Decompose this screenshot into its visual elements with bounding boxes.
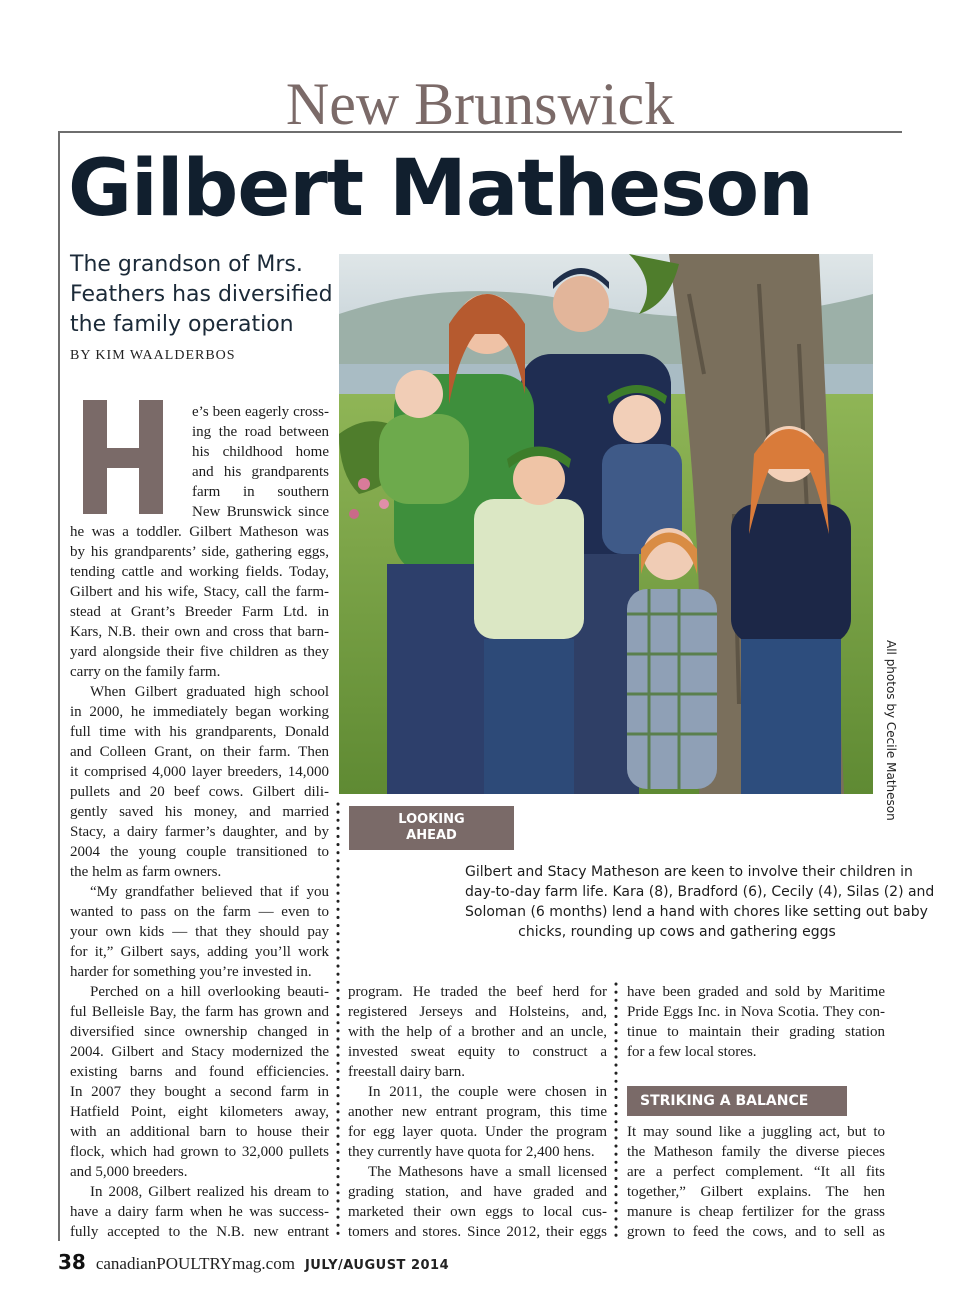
paragraph (70, 1182, 329, 1242)
text-line: and his grandparents (192, 464, 329, 480)
text-line: with the help of a brother and an uncle, (348, 1024, 607, 1040)
text-line: program. He traded the beef herd for (348, 984, 607, 1000)
deck-line: The grandson of Mrs. (70, 252, 303, 277)
photo-credit: All photos by Cecile Matheson (884, 640, 898, 821)
column-3 (627, 982, 885, 1062)
text-line: e’s been eagerly cross- (192, 404, 329, 420)
text-line: manure is cheap fertilizer for the grass (627, 1204, 885, 1220)
text-line: it comprised 4,000 layer breeders, 14,000 (70, 764, 329, 780)
issue-date: JULY/AUGUST 2014 (304, 1258, 450, 1273)
text-line: fully accepted to the N.B. new entrant (70, 1224, 329, 1240)
deck-line: the family operation (70, 312, 294, 337)
looking-ahead-label (349, 806, 514, 850)
text-line: “My grandfather believed that if you (90, 884, 329, 900)
text-line: the Matheson family the diverse pieces (627, 1144, 885, 1160)
page-number: 38 (58, 1250, 86, 1274)
text-line: It may sound like a juggling act, but to (627, 1124, 885, 1140)
text-line: gently saved his money, and married (70, 804, 329, 820)
text-line: diversified since ownership changed in (70, 1024, 329, 1040)
text-line: tending cattle and working fields. Today, (70, 564, 329, 580)
text-line: yard alongside their five children as they (70, 644, 329, 660)
text-line: have been graded and sold by Maritime (627, 984, 885, 1000)
text-line: by his grandparents’ side, gathering eggs, (70, 544, 329, 560)
column-divider (336, 802, 340, 1240)
text-line: farm in southern (192, 484, 329, 500)
text-line: stead at Grant’s Breeder Farm Ltd. in (70, 604, 329, 620)
text-line: Hatfield Point, eight kilometers away, (70, 1104, 329, 1120)
text-line: with an additional barn to house their (70, 1124, 329, 1140)
family-photo (339, 254, 873, 794)
text-line: grown to feed the cows, and to sell as (627, 1224, 885, 1240)
photo-caption (465, 862, 935, 942)
page-footer (58, 1250, 449, 1274)
article-deck (70, 250, 335, 340)
text-line: grading station, and have graded and (348, 1184, 607, 1200)
text-line: and 5,000 breeders. (70, 1164, 188, 1180)
header-rule (58, 131, 902, 133)
caption-line: chicks, rounding up cows and gathering eggs (518, 924, 836, 940)
text-line: for it,” Gilbert says, adding you’ll work (70, 944, 329, 960)
text-line: Perched on a hill overlooking beauti- (90, 984, 329, 1000)
text-line: they currently have quota for 2,400 hens. (348, 1144, 595, 1160)
text-line: ing the road between (192, 424, 329, 440)
column-3-continued (627, 1122, 885, 1242)
caption-line: Soloman (6 months) lend a hand with chores like setting out baby (465, 904, 928, 920)
paragraph (70, 882, 329, 982)
column-1-intro (192, 402, 329, 522)
text-line: full time with his grandparents, Donald (70, 724, 329, 740)
text-line: New Brunswick since (192, 504, 329, 520)
text-line: Gilbert and his wife, Stacy, call the farm- (70, 584, 329, 600)
text-line: the helm as farm owners. (70, 864, 222, 880)
text-line: for a few local stores. (627, 1044, 757, 1060)
label-line: LOOKING (398, 812, 465, 827)
text-line: marketed their own eggs to local cus- (348, 1204, 607, 1220)
text-line: your own kids — that they should pay (70, 924, 329, 940)
paragraph (70, 682, 329, 882)
text-line: wanted to pass on the farm — even to (70, 904, 329, 920)
text-line: Kars, N.B. their own and cross that barn- (70, 624, 329, 640)
caption-line: Gilbert and Stacy Matheson are keen to involve their children in (465, 864, 913, 880)
left-border-rule (58, 131, 60, 1241)
text-line: he was a toddler. Gilbert Matheson was (70, 524, 329, 540)
paragraph (70, 522, 329, 682)
text-line: another new entrant program, this time (348, 1104, 607, 1120)
label-line: AHEAD (406, 828, 457, 843)
text-line: In 2007 they bought a second farm in (70, 1084, 329, 1100)
paragraph (70, 982, 329, 1182)
text-line: invested sweat equity to construct a (348, 1044, 607, 1060)
text-line: Pride Eggs Inc. in Nova Scotia. They con- (627, 1004, 885, 1020)
magazine-website: canadianPOULTRYmag.com (95, 1254, 295, 1273)
text-line: In 2011, the couple were chosen in (368, 1084, 607, 1100)
text-line: tinue to maintain their grading station (627, 1024, 885, 1040)
subhead-striking-a-balance: STRIKING A BALANCE (627, 1086, 847, 1116)
article-headline: Gilbert Matheson (68, 144, 813, 234)
text-line: 2004. Gilbert and Stacy modernized the (70, 1044, 329, 1060)
text-line: have a dairy farm when he was success- (70, 1204, 329, 1220)
text-line: tomers and stores. Since 2012, their eggs (348, 1224, 607, 1240)
text-line: ful Belleisle Bay, the farm has grown and (70, 1004, 329, 1020)
byline: BY KIM WAALDERBOS (70, 348, 236, 363)
text-line: existing barns and found efficiencies. (70, 1064, 329, 1080)
family-photo-illustration (339, 254, 873, 794)
text-line: freestall dairy barn. (348, 1064, 466, 1080)
text-line: carry on the family farm. (70, 664, 221, 680)
text-line: pullets and 20 beef cows. Gilbert dili- (70, 784, 329, 800)
text-line: and Colleen Grant, on their farm. Then (70, 744, 329, 760)
text-line: in 2000, he immediately began working (70, 704, 329, 720)
column-2 (348, 982, 607, 1242)
text-line: for egg layer quota. Under the program (348, 1124, 607, 1140)
text-line: When Gilbert graduated high school (90, 684, 329, 700)
text-line: flock, which had grown to 32,000 pullets (70, 1144, 329, 1160)
text-line: In 2008, Gilbert realized his dream to (90, 1184, 329, 1200)
caption-line: day-to-day farm life. Kara (8), Bradford (6), Cecily (4), Silas (2) and (465, 884, 935, 900)
text-line: harder for something you’re invested in. (70, 964, 312, 980)
deck-line: Feathers has diversified (70, 282, 333, 307)
drop-cap-h (83, 400, 163, 514)
text-line: together,” Gilbert explains. The hen (627, 1184, 885, 1200)
text-line: are a perfect complement. “It all fits (627, 1164, 885, 1180)
section-title: New Brunswick (285, 71, 675, 137)
column-divider (614, 982, 618, 1240)
text-line: The Mathesons have a small licensed (368, 1164, 607, 1180)
text-line: 2004 the young couple transitioned to (70, 844, 329, 860)
text-line: registered Jerseys and Holsteins, and, (348, 1004, 607, 1020)
text-line: his childhood home (192, 444, 329, 460)
text-line: Stacy, a dairy farmer’s daughter, and by (70, 824, 329, 840)
